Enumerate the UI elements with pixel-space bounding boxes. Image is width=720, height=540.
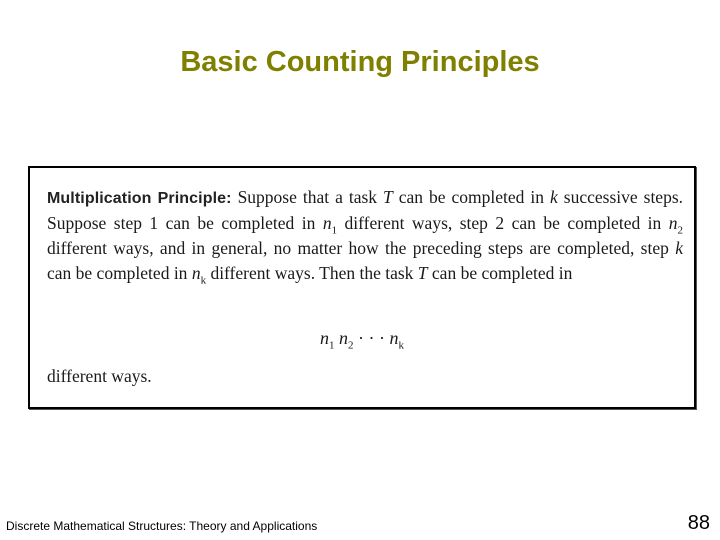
- var-n: n: [191, 263, 201, 283]
- ellipsis: · · ·: [353, 328, 390, 348]
- var-k: k: [550, 187, 558, 207]
- subscript-2: 2: [677, 224, 683, 237]
- page-number: 88: [687, 512, 710, 534]
- var-n: n: [322, 213, 332, 233]
- subscript-1: 1: [329, 339, 335, 352]
- principle-statement: [47, 185, 683, 286]
- slide-title: Basic Counting Principles: [180, 46, 540, 78]
- principle-ending: different ways.: [47, 366, 152, 386]
- var-T: T: [383, 187, 393, 207]
- text-segment: can be completed in: [392, 187, 551, 207]
- var-n: n: [389, 328, 399, 348]
- text-segment: different ways, and in general, no matter how the preceding steps are completed, step: [47, 238, 676, 258]
- subscript-2: 2: [348, 339, 354, 352]
- subscript-1: 1: [331, 224, 338, 237]
- text-segment: Suppose that a task: [231, 187, 384, 207]
- subscript-k: k: [398, 339, 404, 352]
- var-k: k: [675, 238, 683, 258]
- var-T: T: [417, 263, 428, 283]
- var-n: n: [320, 328, 329, 348]
- text-segment: successive steps. Suppose step 1 can be completed in: [47, 187, 684, 233]
- principle-lead: Multiplication Principle:: [47, 190, 232, 207]
- footer-text: Discrete Mathematical Structures: Theory and Applications: [6, 519, 318, 533]
- text-segment: different ways, step 2 can be completed in: [337, 213, 669, 233]
- definition-box: [28, 166, 696, 409]
- product-formula: [30, 328, 694, 352]
- text-segment: can be completed in: [427, 263, 573, 283]
- var-n: n: [668, 213, 678, 233]
- var-n: n: [339, 328, 348, 348]
- subscript-k: k: [200, 274, 207, 287]
- text-segment: different ways. Then the task: [206, 263, 418, 283]
- text-segment: can be completed in: [47, 263, 192, 283]
